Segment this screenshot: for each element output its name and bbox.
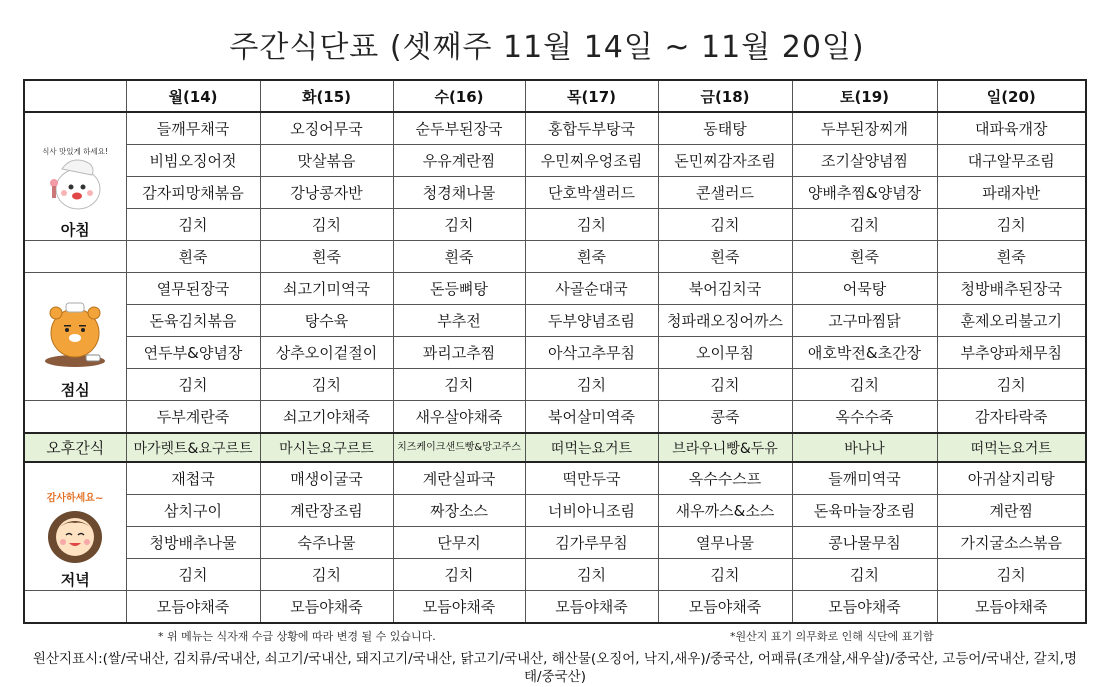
dinner-menu-item: 모듬야채죽	[260, 591, 393, 624]
dinner-menu-item: 모듬야채죽	[792, 591, 937, 624]
breakfast-menu-item: 우민찌우엉조림	[525, 145, 658, 177]
breakfast-menu-item: 김치	[658, 209, 792, 241]
lunch-section	[24, 273, 1086, 434]
breakfast-menu-item: 순두부된장국	[393, 112, 525, 145]
lunch-menu-item: 오이무침	[658, 337, 792, 369]
lunch-menu-item: 애호박전&초간장	[792, 337, 937, 369]
day-header-row	[24, 80, 1086, 112]
breakfast-menu-item: 홍합두부탕국	[525, 112, 658, 145]
breakfast-menu-item: 흰죽	[260, 241, 393, 273]
dinner-menu-item: 매생이굴국	[260, 462, 393, 495]
breakfast-menu-item: 양배추찜&양념장	[792, 177, 937, 209]
smiling-girl-icon	[35, 489, 115, 565]
breakfast-menu-item: 흰죽	[937, 241, 1086, 273]
breakfast-menu-item: 흰죽	[792, 241, 937, 273]
dinner-menu-item: 김치	[525, 559, 658, 591]
breakfast-label-cell	[24, 112, 126, 241]
dinner-menu-item: 모듬야채죽	[658, 591, 792, 624]
lunch-menu-row	[24, 305, 1086, 337]
breakfast-section	[24, 112, 1086, 273]
lunch-menu-item: 청파래오징어까스	[658, 305, 792, 337]
dinner-menu-item: 짜장소스	[393, 495, 525, 527]
lunch-menu-item: 김치	[658, 369, 792, 401]
lunch-menu-item: 옥수수죽	[792, 401, 937, 434]
dinner-menu-item: 김치	[126, 559, 260, 591]
day-header: 일(20)	[937, 80, 1086, 112]
snack-label: 오후간식	[24, 433, 126, 462]
day-header: 수(16)	[393, 80, 525, 112]
lunch-menu-item: 새우살야채죽	[393, 401, 525, 434]
dinner-menu-row	[24, 591, 1086, 624]
dinner-menu-item: 가지굴소스볶음	[937, 527, 1086, 559]
dinner-menu-item: 김치	[937, 559, 1086, 591]
lunch-menu-item: 고구마찜닭	[792, 305, 937, 337]
snack-item: 떠먹는요거트	[937, 433, 1086, 462]
dinner-menu-item: 청방배추나물	[126, 527, 260, 559]
breakfast-menu-item: 김치	[792, 209, 937, 241]
breakfast-label: 아침	[60, 221, 90, 239]
lunch-menu-item: 북어김치국	[658, 273, 792, 305]
dinner-section	[24, 462, 1086, 623]
lunch-menu-item: 돈등뼈탕	[393, 273, 525, 305]
dinner-menu-item: 모듬야채죽	[393, 591, 525, 624]
dinner-menu-item: 콩나물무침	[792, 527, 937, 559]
breakfast-menu-item: 강낭콩자반	[260, 177, 393, 209]
breakfast-menu-row	[24, 112, 1086, 145]
dinner-menu-row	[24, 559, 1086, 591]
breakfast-menu-item: 두부된장찌개	[792, 112, 937, 145]
breakfast-menu-item: 파래자반	[937, 177, 1086, 209]
dinner-menu-item: 김치	[260, 559, 393, 591]
day-header: 금(18)	[658, 80, 792, 112]
lunch-menu-item: 김치	[525, 369, 658, 401]
lunch-menu-item: 청방배추된장국	[937, 273, 1086, 305]
dinner-menu-item: 계란장조림	[260, 495, 393, 527]
lunch-menu-item: 김치	[937, 369, 1086, 401]
dinner-label: 저녁	[60, 571, 90, 589]
day-header: 목(17)	[525, 80, 658, 112]
corner-cell	[24, 80, 126, 112]
dinner-menu-item: 너비아니조림	[525, 495, 658, 527]
breakfast-menu-item: 흰죽	[658, 241, 792, 273]
lunch-menu-item: 사골순대국	[525, 273, 658, 305]
change-notice: * 위 메뉴는 식자재 수급 상황에 따라 변경 될 수 있습니다.	[158, 630, 436, 643]
breakfast-menu-item: 감자피망채볶음	[126, 177, 260, 209]
dinner-menu-row	[24, 495, 1086, 527]
lunch-menu-item: 연두부&양념장	[126, 337, 260, 369]
dinner-menu-item: 열무나물	[658, 527, 792, 559]
dinner-menu-item: 김치	[658, 559, 792, 591]
dinner-menu-item: 계란실파국	[393, 462, 525, 495]
lunch-menu-item: 쇠고기미역국	[260, 273, 393, 305]
breakfast-menu-item: 김치	[937, 209, 1086, 241]
dinner-menu-item: 떡만두국	[525, 462, 658, 495]
dinner-porridge-label-cell	[24, 591, 126, 624]
dinner-menu-item: 모듬야채죽	[525, 591, 658, 624]
sticker-text: 감사하세요~	[46, 493, 104, 504]
breakfast-menu-item: 흰죽	[393, 241, 525, 273]
lunch-menu-row	[24, 337, 1086, 369]
lunch-menu-item: 김치	[792, 369, 937, 401]
dinner-menu-item: 재첩국	[126, 462, 260, 495]
lunch-label: 점심	[60, 381, 90, 399]
breakfast-menu-row	[24, 209, 1086, 241]
dinner-menu-item: 돈육마늘장조림	[792, 495, 937, 527]
day-header: 토(19)	[792, 80, 937, 112]
breakfast-menu-item: 김치	[525, 209, 658, 241]
breakfast-menu-item: 맛살볶음	[260, 145, 393, 177]
lunch-menu-item: 탕수육	[260, 305, 393, 337]
lunch-menu-item: 돈육김치볶음	[126, 305, 260, 337]
dinner-menu-row	[24, 527, 1086, 559]
lunch-menu-item: 쇠고기야채죽	[260, 401, 393, 434]
breakfast-menu-item: 단호박샐러드	[525, 177, 658, 209]
lunch-menu-item: 부추양파채무침	[937, 337, 1086, 369]
chef-character-icon	[40, 145, 110, 215]
sticker-text: 식사 맛있게 하세요!	[42, 147, 109, 156]
origin-statement: 원산지표시:(쌀/국내산, 김치류/국내산, 쇠고기/국내산, 돼지고기/국내산, 닭고기/국내산, 해산물(오징어, 낙지,새우)/중국산, 어패류(조개살,새우살)/중국산, 고등어/국내산, 갈치,명태/중국산)	[32, 651, 1078, 685]
breakfast-menu-item: 비빔오징어젓	[126, 145, 260, 177]
dinner-menu-item: 김가루무침	[525, 527, 658, 559]
lion-character-icon	[40, 301, 110, 375]
weekly-menu-table	[23, 79, 1087, 624]
dinner-menu-item: 김치	[393, 559, 525, 591]
lunch-menu-item: 김치	[126, 369, 260, 401]
dinner-menu-item: 계란찜	[937, 495, 1086, 527]
day-header: 화(15)	[260, 80, 393, 112]
lunch-menu-item: 북어살미역죽	[525, 401, 658, 434]
breakfast-menu-item: 김치	[393, 209, 525, 241]
snack-item: 바나나	[792, 433, 937, 462]
lunch-menu-item: 상추오이겉절이	[260, 337, 393, 369]
breakfast-menu-item: 대파육개장	[937, 112, 1086, 145]
lunch-label-cell	[24, 273, 126, 401]
dinner-menu-item: 삼치구이	[126, 495, 260, 527]
lunch-menu-row	[24, 273, 1086, 305]
snack-item: 브라우니빵&두유	[658, 433, 792, 462]
lunch-menu-item: 김치	[260, 369, 393, 401]
lunch-menu-item: 꽈리고추찜	[393, 337, 525, 369]
breakfast-menu-item: 흰죽	[126, 241, 260, 273]
breakfast-menu-item: 동태탕	[658, 112, 792, 145]
dinner-menu-item: 김치	[792, 559, 937, 591]
breakfast-porridge-label-cell	[24, 241, 126, 273]
breakfast-menu-item: 대구알무조림	[937, 145, 1086, 177]
breakfast-menu-item: 돈민찌감자조림	[658, 145, 792, 177]
snack-row	[24, 433, 1086, 462]
page-title: 주간식단표 (셋째주 11월 14일 ~ 11월 20일)	[229, 30, 865, 65]
dinner-label-cell	[24, 462, 126, 591]
snack-item: 마가렛트&요구르트	[126, 433, 260, 462]
breakfast-menu-item: 청경채나물	[393, 177, 525, 209]
dinner-menu-item: 새우까스&소스	[658, 495, 792, 527]
lunch-menu-row	[24, 401, 1086, 434]
dinner-menu-item: 들깨미역국	[792, 462, 937, 495]
dinner-menu-item: 단무지	[393, 527, 525, 559]
snack-item: 치즈케이크샌드빵&망고주스	[393, 433, 525, 462]
breakfast-menu-item: 콘샐러드	[658, 177, 792, 209]
dinner-menu-row	[24, 462, 1086, 495]
breakfast-menu-row	[24, 145, 1086, 177]
dinner-menu-item: 옥수수스프	[658, 462, 792, 495]
snack-section	[24, 433, 1086, 462]
origin-notice: *원산지 표기 의무화로 인해 식단에 표기함	[730, 630, 934, 643]
snack-item: 떠먹는요거트	[525, 433, 658, 462]
lunch-menu-item: 김치	[393, 369, 525, 401]
breakfast-menu-item: 조기살양념찜	[792, 145, 937, 177]
lunch-menu-item: 훈제오리불고기	[937, 305, 1086, 337]
lunch-menu-item: 어묵탕	[792, 273, 937, 305]
dinner-menu-item: 모듬야채죽	[937, 591, 1086, 624]
breakfast-menu-item: 김치	[126, 209, 260, 241]
breakfast-menu-item: 흰죽	[525, 241, 658, 273]
dinner-menu-item: 아귀살지리탕	[937, 462, 1086, 495]
breakfast-menu-row	[24, 177, 1086, 209]
dinner-menu-item: 숙주나물	[260, 527, 393, 559]
lunch-menu-row	[24, 369, 1086, 401]
breakfast-menu-item: 오징어무국	[260, 112, 393, 145]
lunch-porridge-label-cell	[24, 401, 126, 434]
lunch-menu-item: 두부계란죽	[126, 401, 260, 434]
lunch-menu-item: 아삭고추무침	[525, 337, 658, 369]
lunch-menu-item: 부추전	[393, 305, 525, 337]
snack-item: 마시는요구르트	[260, 433, 393, 462]
lunch-menu-item: 콩죽	[658, 401, 792, 434]
breakfast-menu-item: 김치	[260, 209, 393, 241]
day-header: 월(14)	[126, 80, 260, 112]
dinner-menu-item: 모듬야채죽	[126, 591, 260, 624]
breakfast-menu-item: 들깨무채국	[126, 112, 260, 145]
breakfast-menu-row	[24, 241, 1086, 273]
breakfast-menu-item: 우유계란찜	[393, 145, 525, 177]
lunch-menu-item: 감자타락죽	[937, 401, 1086, 434]
lunch-menu-item: 열무된장국	[126, 273, 260, 305]
lunch-menu-item: 두부양념조림	[525, 305, 658, 337]
